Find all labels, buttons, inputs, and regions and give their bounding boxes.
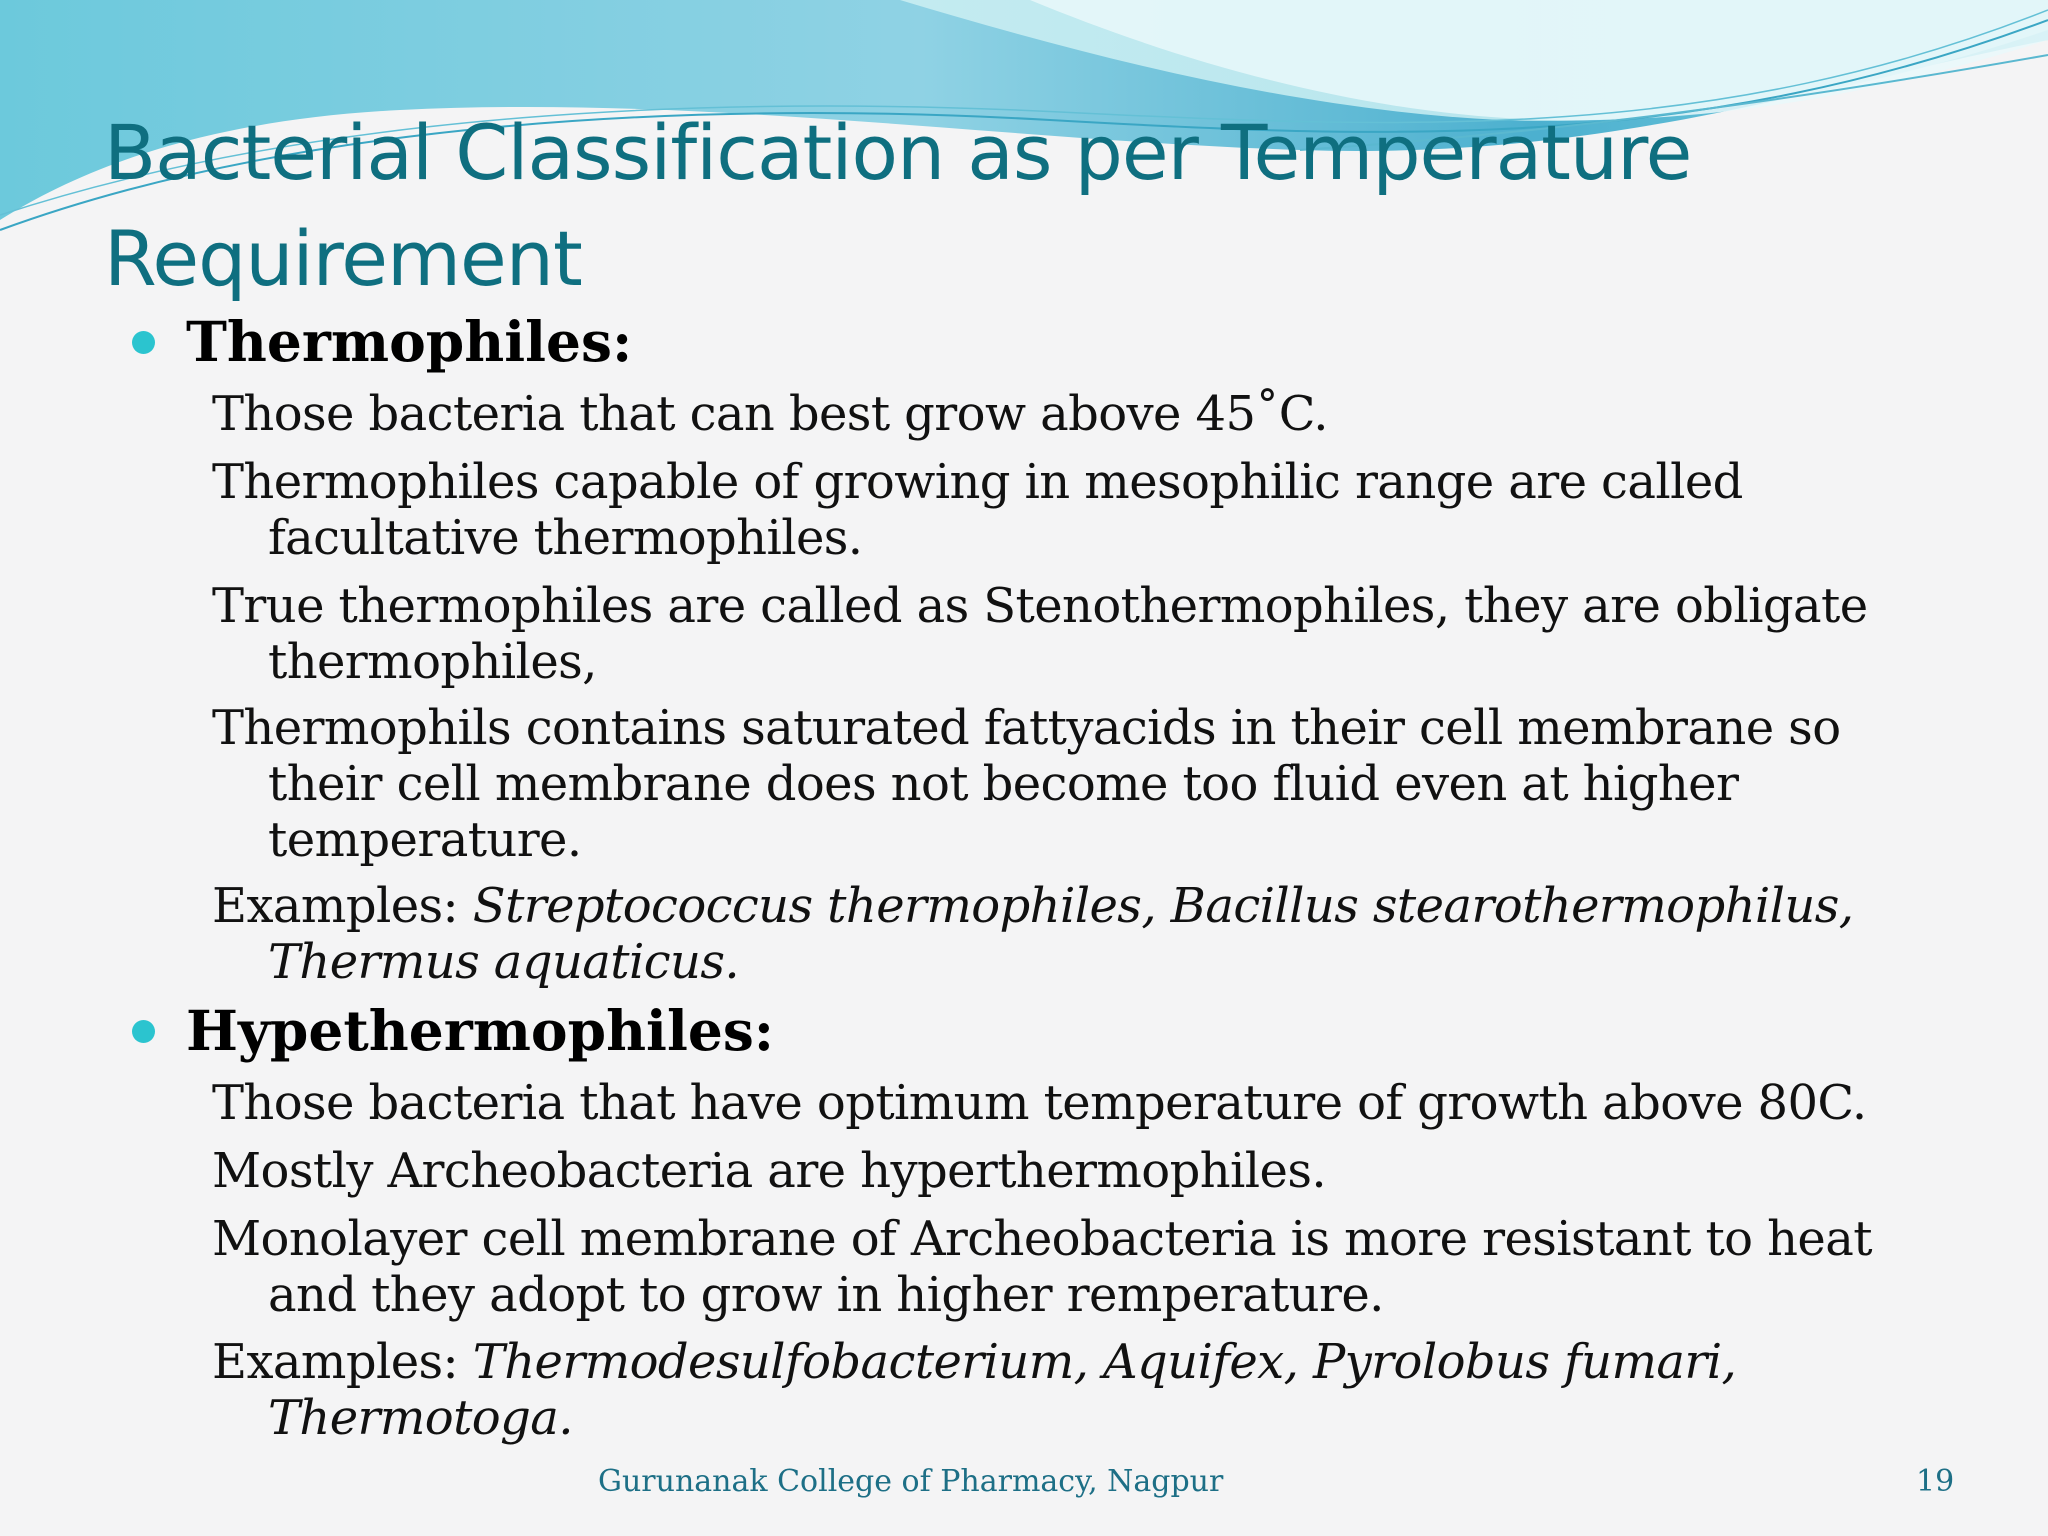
hypethermophiles-line-2: Mostly Archeobacteria are hyperthermophiles. xyxy=(212,1143,1327,1199)
bullet-dot xyxy=(132,331,155,354)
section-heading-hypethermophiles: Hypethermophiles: xyxy=(186,998,775,1063)
section-heading-thermophiles: Thermophiles: xyxy=(186,309,633,374)
examples-label: Examples: xyxy=(212,878,473,934)
hypethermophiles-line-3: Monolayer cell membrane of Archeobacteria is more resistant to heat and they adopt to grow in higher remperature. xyxy=(212,1211,1872,1323)
hypethermophiles-examples xyxy=(212,1334,1968,1446)
bullet-dot xyxy=(132,1020,155,1043)
examples-species: Thermodesulfobacterium, Aquifex, Pyrolobus fumari, Thermotoga. xyxy=(268,1334,1737,1446)
thermophiles-examples xyxy=(212,878,1968,990)
thermophiles-line-1: Those bacteria that can best grow above 45˚C. xyxy=(212,386,1328,442)
hypethermophiles-line-1: Those bacteria that have optimum temperature of growth above 80C. xyxy=(212,1075,1867,1131)
footer-text: Gurunanak College of Pharmacy, Nagpur xyxy=(598,1464,1224,1499)
slide-title: Bacterial Classification as per Temperature Requirement xyxy=(104,108,1692,303)
examples-label: Examples: xyxy=(212,1334,473,1390)
examples-species: Streptococcus thermophiles, Bacillus stearothermophilus, Thermus aquaticus. xyxy=(268,878,1854,990)
thermophiles-line-3: True thermophiles are called as Stenothermophiles, they are obligate thermophiles, xyxy=(212,578,1868,690)
page-number: 19 xyxy=(1916,1464,1955,1499)
thermophiles-line-2: Thermophiles capable of growing in mesophilic range are called facultative thermophiles. xyxy=(212,454,1743,566)
thermophiles-line-4: Thermophils contains saturated fattyacids in their cell membrane so their cell membrane does not become too fluid even at higher temperature. xyxy=(212,700,1841,868)
